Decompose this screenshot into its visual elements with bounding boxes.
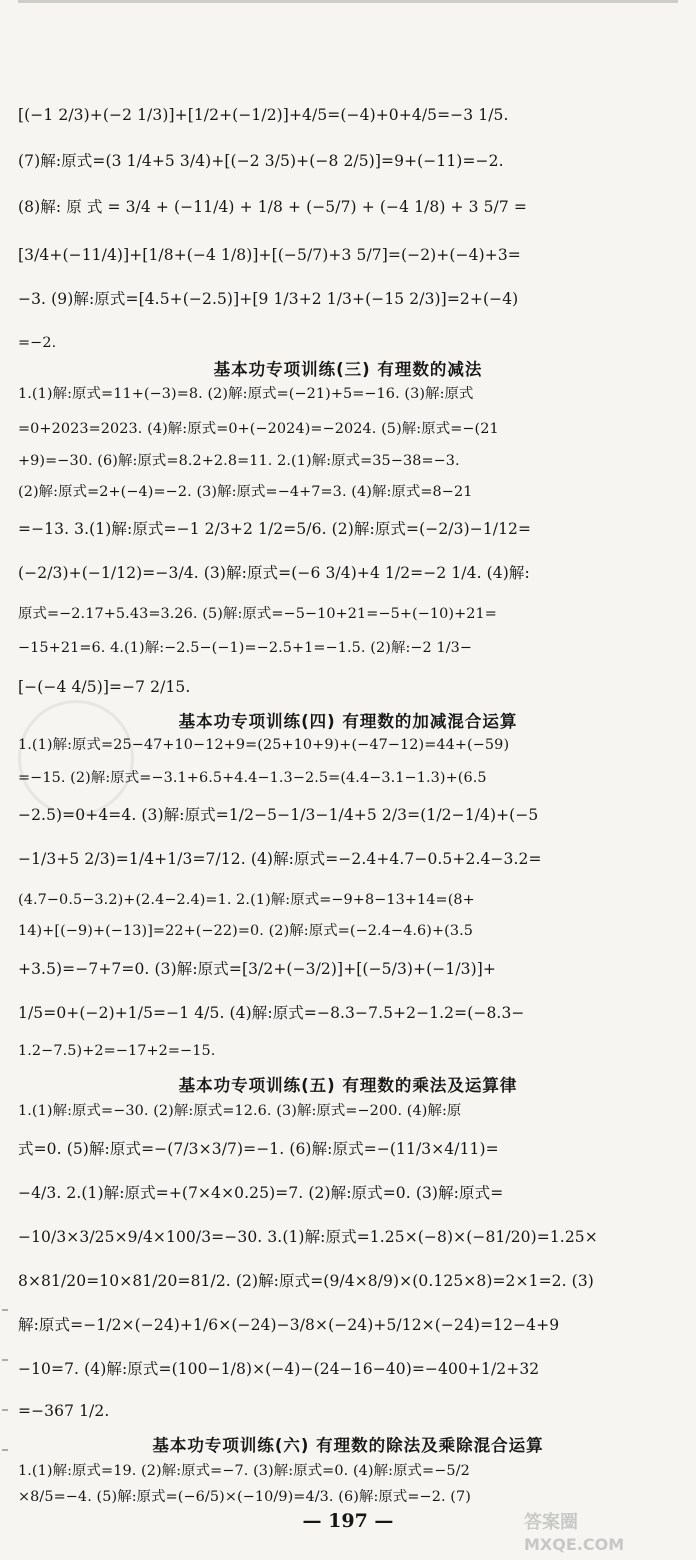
text-line: 1.(1)解:原式=25−47+10−12+9=(25+10+9)+(−47−12)=44+(−59) bbox=[18, 737, 510, 753]
svg-text:答案圈: 答案圈 bbox=[524, 1512, 578, 1533]
text-line: 1.2−7.5)+2=−17+2=−15. bbox=[18, 1043, 216, 1059]
text-line: 1.(1)解:原式=11+(−3)=8. (2)解:原式=(−21)+5=−16. (3)解:原式 bbox=[18, 386, 474, 402]
text-line: +9)=−30. (6)解:原式=8.2+2.8=11. 2.(1)解:原式=35−38=−3. bbox=[18, 453, 460, 469]
text-line: −4/3. 2.(1)解:原式=+(7×4×0.25)=7. (2)解:原式=0. (3)解:原式= bbox=[18, 1184, 504, 1202]
text-line: −3. (9)解:原式=[4.5+(−2.5)]+[9 1/3+2 1/3+(−15 2/3)]=2+(−4) bbox=[18, 290, 519, 308]
text-line: =0+2023=2023. (4)解:原式=0+(−2024)=−2024. (5)解:原式=−(21 bbox=[18, 421, 499, 437]
text-line: 1.(1)解:原式=19. (2)解:原式=−7. (3)解:原式=0. (4)解:原式=−5/2 bbox=[18, 1463, 470, 1479]
text-line: =−2. bbox=[18, 335, 57, 351]
text-line: [−(−4 4/5)]=−7 2/15. bbox=[18, 678, 191, 696]
text-line: 原式=−2.17+5.43=3.26. (5)解:原式=−5−10+21=−5+(−10)+21= bbox=[18, 606, 497, 622]
section-title: 基本功专项训练(四) 有理数的加减混合运算 bbox=[178, 712, 518, 731]
text-line: (2)解:原式=2+(−4)=−2. (3)解:原式=−4+7=3. (4)解:原式=8−21 bbox=[18, 484, 473, 500]
page-number: — 197 — bbox=[302, 1510, 394, 1532]
text-line: 1.(1)解:原式=−30. (2)解:原式=12.6. (3)解:原式=−200. (4)解:原 bbox=[18, 1103, 462, 1119]
text-line: −1/3+5 2/3)=1/4+1/3=7/12. (4)解:原式=−2.4+4.7−0.5+2.4−3.2= bbox=[18, 850, 542, 868]
text-line: ×8/5=−4. (5)解:原式=(−6/5)×(−10/9)=4/3. (6)解:原式=−2. (7) bbox=[18, 1489, 471, 1505]
svg-text:MXQE.COM: MXQE.COM bbox=[524, 1535, 625, 1554]
text-line: =−13. 3.(1)解:原式=−1 2/3+2 1/2=5/6. (2)解:原式=(−2/3)−1/12= bbox=[18, 520, 532, 538]
text-line: (−2/3)+(−1/12)=−3/4. (3)解:原式=(−6 3/4)+4 1/2=−2 1/4. (4)解: bbox=[18, 564, 530, 582]
section-title: 基本功专项训练(六) 有理数的除法及乘除混合运算 bbox=[152, 1436, 544, 1455]
text-line: (4.7−0.5−3.2)+(2.4−2.4)=1. 2.(1)解:原式=−9+8−13+14=(8+ bbox=[18, 892, 475, 908]
margin-ticks bbox=[0, 1290, 14, 1460]
text-line: (7)解:原式=(3 1/4+5 3/4)+[(−2 3/5)+(−8 2/5)]=9+(−11)=−2. bbox=[18, 152, 504, 170]
top-rule bbox=[18, 0, 678, 3]
text-line: =−367 1/2. bbox=[18, 1402, 110, 1420]
section-title: 基本功专项训练(五) 有理数的乘法及运算律 bbox=[178, 1076, 518, 1095]
text-line: 8×81/20=10×81/20=81/2. (2)解:原式=(9/4×8/9)×(0.125×8)=2×1=2. (3) bbox=[18, 1272, 594, 1290]
text-line: +3.5)=−7+7=0. (3)解:原式=[3/2+(−3/2)]+[(−5/3)+(−1/3)]+ bbox=[18, 960, 497, 978]
text-line: 1/5=0+(−2)+1/5=−1 4/5. (4)解:原式=−8.3−7.5+2−1.2=(−8.3− bbox=[18, 1004, 525, 1022]
text-line: [(−1 2/3)+(−2 1/3)]+[1/2+(−1/2)]+4/5=(−4)+0+4/5=−3 1/5. bbox=[18, 106, 509, 124]
text-line: 14)+[(−9)+(−13)]=22+(−22)=0. (2)解:原式=(−2.4−4.6)+(3.5 bbox=[18, 923, 474, 939]
text-line: [3/4+(−11/4)]+[1/8+(−4 1/8)]+[(−5/7)+3 5/7]=(−2)+(−4)+3= bbox=[18, 246, 521, 264]
text-line: −15+21=6. 4.(1)解:−2.5−(−1)=−2.5+1=−1.5. (2)解:−2 1/3− bbox=[18, 640, 473, 656]
text-line: −2.5)=0+4=4. (3)解:原式=1/2−5−1/3−1/4+5 2/3=(1/2−1/4)+(−5 bbox=[18, 806, 539, 824]
text-line: 式=0. (5)解:原式=−(7/3×3/7)=−1. (6)解:原式=−(11/3×4/11)= bbox=[18, 1140, 499, 1158]
text-line: 解:原式=−1/2×(−24)+1/6×(−24)−3/8×(−24)+5/12×(−24)=12−4+9 bbox=[18, 1316, 560, 1334]
text-line: =−15. (2)解:原式=−3.1+6.5+4.4−1.3−2.5=(4.4−3.1−1.3)+(6.5 bbox=[18, 770, 487, 786]
section-title: 基本功专项训练(三) 有理数的减法 bbox=[213, 360, 483, 379]
watermark-logo bbox=[518, 1508, 688, 1554]
text-line: −10=7. (4)解:原式=(100−1/8)×(−4)−(24−16−40)=−400+1/2+32 bbox=[18, 1360, 540, 1378]
text-line: −10/3×3/25×9/4×100/3=−30. 3.(1)解:原式=1.25×(−8)×(−81/20)=1.25× bbox=[18, 1228, 598, 1246]
text-line: (8)解: 原 式 = 3/4 + (−11/4) + 1/8 + (−5/7) + (−4 1/8) + 3 5/7 = bbox=[18, 198, 527, 216]
